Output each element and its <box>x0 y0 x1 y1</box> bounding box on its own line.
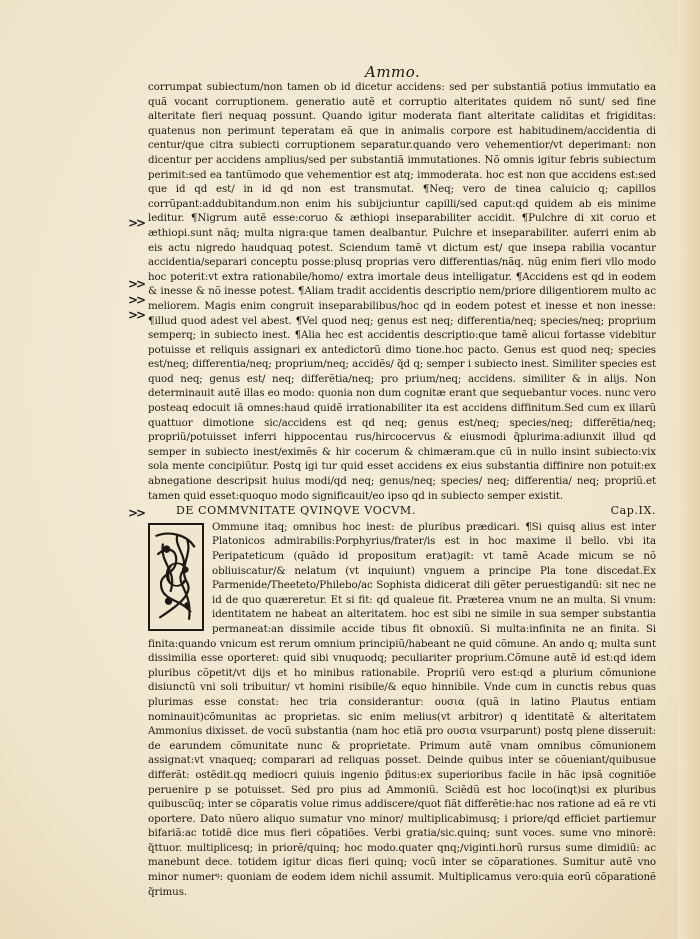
margin-mark: >> <box>128 277 145 291</box>
margin-mark: >> <box>128 506 145 520</box>
page-edge <box>678 0 700 939</box>
section-heading: DE COMMVNITATE QVINQVE VOCVM. <box>176 504 416 518</box>
initial-letter: C <box>163 558 189 595</box>
chapter-label: Cap.IX. <box>610 504 656 518</box>
margin-mark: >> <box>128 216 145 230</box>
paragraph-1: corrumpat subiectum/non tamen ob id dicetur accidens: sed per substantiã potius immutatio ea quã vocant corruptionem. generatio autẽ et corruptio alteritates quidem nõ sunt/ sed fine alteritate fieri nequaq possunt. Quando igitur moderata fiant alteritate caliditas et frigiditas: quatenus non perimunt teperatam eã que in animalis corpore est habitudinem/accidentia di centur/que citra subiecti corruptionem separatur.quando vero vehementior/vt deperimant: non dicentur per accidens amplius/sed per substantiã immutationes. Nõ omnis igitur febris subiectum perimit:sed ea tantũmodo que vehementior est atq; immoderata. hoc est non que accidens est:sed que id qd est/ in id qd non est transmutat. ¶Neq; vero de tinea caluicio q; capillos corrũpant:addubitandum.non enim his subijciuntur capilli/sed caput:qd quidem ab eis minime leditur. ¶Nigrum autẽ esse:coruo & æthiopi inseparabiliter accidit. ¶Pulchre di xit coruo et æthiopi.sunt nãq; multa nigra:que tamen dealbantur. Pulchre et inseparabiliter. auferri enim ab eis actu nigredo haudquaq potest. Sciendum tamẽ vt dictum est/ que insepa rabilia vocantur accidentia/separari conceptu posse:plusq proprias vero differentias/nãq. nũg enim fieri vllo modo hoc poterit:vt extra rationabile/homo/ extra imortale deus intelligatur. ¶Accidens est qd in eodem & inesse & nõ inesse potest. ¶Aliam tradit accidentis descriptio nem/priore diligentiorem multo ac meliorem. Magis enim congruit inseparabilibus/hoc qd in eodem potest et inesse et non inesse: ¶illud quod adest vel abest. ¶Vel quod neq; genus est neq; differentia/neq; species/neq; proprium semperq; in subiecto inest. ¶Alia hec est accidentis descriptio:que tamẽ alicui fortasse videbitur potuisse et reliquis assignari ex antedictorũ dimo tione.hoc pacto. Genus est quod neq; species est/neq; differentia/neq; proprium/neq; accidẽs/ q̃d q; semper i subiecto inest. Similiter species est quod neq; genus est/ neq; differẽtia/neq; pro prium/neq; accidens. similiter & in alijs. Non determinauit autẽ illas eo modo: quonia non dum cognitæ erant que sequebantur voces. nunc vero posteaq edocuit iã omnes:haud quidẽ irrationabiliter ita est accidens diffinitum.Sed cum ex illarũ quattuor dimotione sic/accidens est qd neq; genus est/neq; species/neq; differẽtia/neq; propriũ/potuisset inferri hippocentau rus/hircocervus & eiusmodi q̃plurima:adiunxit illud qd semper in subiecto inest/eximẽs & hir cocerum & chimæram.que cũ in nullo insint subiecto:vix sola mente concipiũtur. Postq igi tur quid esset accidens ex eius substantia diffinire non potuit:ex abnegatione descripsit huius modi/qd neq; genus/neq; species/ neq; differentia/ neq; propriũ.et tamen quid esset:quoquo modo significauit/eo ipso qd in subiecto semper existit. <box>148 81 656 502</box>
running-head: Ammo. <box>365 63 421 81</box>
margin-mark: >> <box>128 308 145 322</box>
ornament-icon <box>150 525 202 629</box>
margin-mark: >> <box>128 293 145 307</box>
paragraph-2: Ommune itaq; omnibus hoc inest: de pluribus prædicari. ¶Si quisq alius est inter Platonicos admirabilis:Porphyrius/frater/is est in hoc maxime il bello. vbi ita Peripateticum (quãdo id propositum erat)agit: vt tamẽ Acade micum se nõ obliuiscatur/& nelatum (vt inquiunt) vnguem a principe Pla tone discedat.Ex Parmenide/Theeteto/Philebo/ac Sophista didicerat dili gẽter peruestigandũ: sit nec ne id de quo quæreretur. Et si fit: qd qualeue fit. Præterea vnum ne an multa. Si vnum: identitatem ne habeat an alteritatem. hoc est sibi ne simile in sua semper substantia permaneat:an dissimile accide tibus fit obnoxiũ. Si multa:infinita ne an finita. Si finita:quando vnicum est rerum omnium principiũ/habeant ne quid cõmune. An ando q; multa sunt dissimilia esse oporteret: quid sibi vnuquodq; peculiariter proprium.Cõmune autẽ id est:qd idem pluribus cõpetit/vt dijs et ho minibus rationabile. Propriũ vero est:qd a plurium cõmunione disiunctũ vni soli tribuitur/ vt homini risibile/& equo hinnibile. Vnde cum in cunctis rebus quas plurimas esse constat: hec tria consideranturː ουσια (quã in latino Plautus entiam nominauit)cõmunitas ac proprietas. sic enim melius(vt arbitror) q identitatẽ & alteritatem Ammonius dixisset. de vocũ substantia (nam hoc etiã pro ουσια vsurparunt) postq plene disseruit: de earundem cõmunitate nunc & proprietate. Primum autẽ vnam omnibus cõmunionem assignat:vt vnaqueq; comparari ad reliquas posset. Deinde quibus inter se cõueniant/quibusue differãt: ostẽdit.qq mediocri quiuis ingenio p̃ditus:ex superioribus facile in hãc ipsã cognitiõe peruenire p se potuisset. Sed pro pius ad Ammoniũ. Sciẽdũ est hoc loco(inqt)si ex pluribus quibuscũq; inter se cõparatis volue rimus addiscere/quot fiãt differẽtie:hac nos ratione ad eã re vti oportere. Dato nũero aliquo sumatur vno minor/ multiplicabimusq; i priore/qd efficiet partiemur bifariã:ac totidẽ dice mus fieri cõpatiões. Verbi gratia/sic.quinq; sunt voces. sume vno minorẽ: q̃ttuor. multiplicesq; in priorẽ/quinq; hoc modo.quater qnq;/viginti.horũ rursus sume dimidiũ: ac manebunt dece. totidem igitur dicas fieri quinq; vocũ inter se cõparationes. Sumitur autẽ vno minor numerꝰ: quoniam de eodem idem nichil assumit. Multiplicamus vero:quia eorũ cõparationẽ q̃rimus. <box>148 520 656 898</box>
section-heading-row <box>148 504 656 519</box>
decorated-initial <box>148 523 204 631</box>
text-column <box>148 80 656 899</box>
